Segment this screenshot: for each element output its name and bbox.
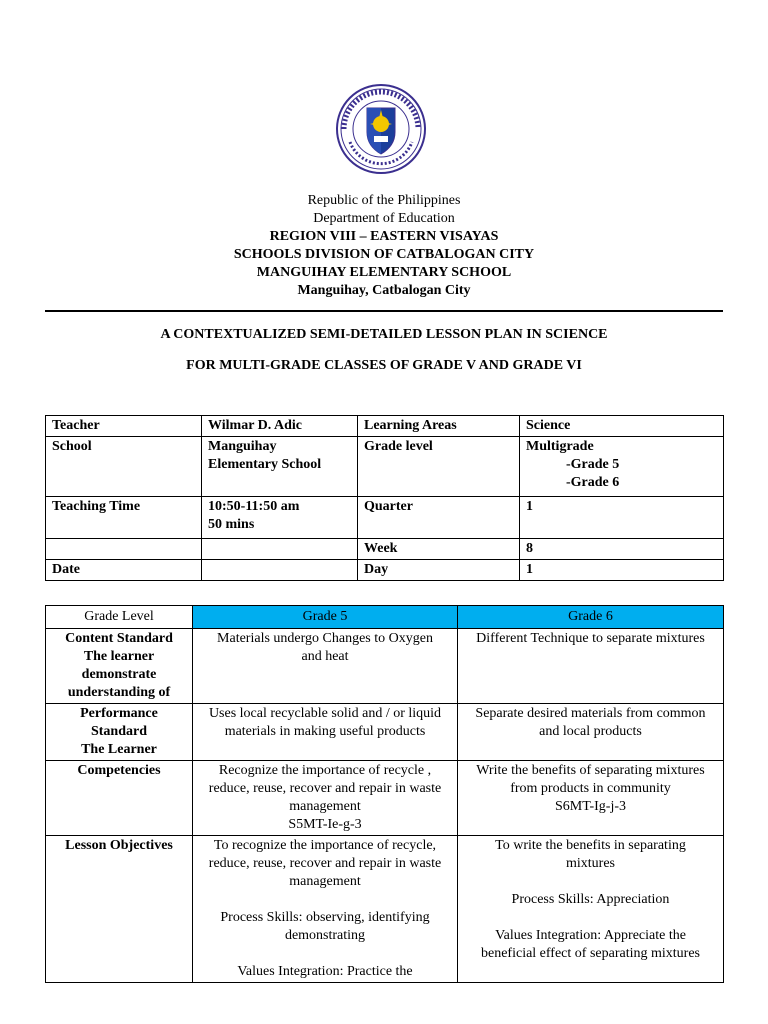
empty-cell bbox=[202, 539, 358, 560]
quarter-value: 1 bbox=[520, 497, 724, 539]
grade-level-value bbox=[520, 437, 724, 497]
header-address: Manguihay, Catbalogan City bbox=[297, 283, 471, 298]
table-row bbox=[46, 629, 724, 704]
week-label: Week bbox=[358, 539, 520, 560]
table-row bbox=[46, 836, 724, 983]
performance-standard-grade6 bbox=[458, 704, 724, 761]
competencies-label: Competencies bbox=[46, 761, 193, 836]
label-line: Performance bbox=[80, 706, 158, 721]
grade-level-main: Multigrade bbox=[526, 439, 594, 454]
content-standard-grade6 bbox=[458, 629, 724, 704]
day-label: Day bbox=[358, 560, 520, 581]
performance-standard-grade5 bbox=[193, 704, 458, 761]
table-row bbox=[46, 497, 724, 539]
table-row bbox=[46, 560, 724, 581]
lesson-plan-subtitle: FOR MULTI-GRADE CLASSES OF GRADE V AND GRADE VI bbox=[186, 358, 582, 373]
content-standard-grade5 bbox=[193, 629, 458, 704]
header-republic: Republic of the Philippines bbox=[307, 193, 461, 208]
performance-standard-label bbox=[46, 704, 193, 761]
deped-seal-logo bbox=[336, 84, 426, 174]
header-division: SCHOOLS DIVISION OF CATBALOGAN CITY bbox=[233, 247, 535, 262]
date-label: Date bbox=[46, 560, 202, 581]
label-line: The learner bbox=[83, 649, 155, 664]
cell-line: mixtures bbox=[566, 856, 615, 871]
cell-line: S6MT-Ig-j-3 bbox=[554, 799, 627, 814]
table-row bbox=[46, 704, 724, 761]
table-header-row bbox=[46, 606, 724, 629]
cell-line: Uses local recyclable solid and / or liquid bbox=[208, 706, 442, 721]
info-table bbox=[45, 415, 724, 581]
teaching-time-line: 50 mins bbox=[208, 517, 255, 532]
cell-line: Materials undergo Changes to Oxygen bbox=[217, 631, 433, 646]
cell-line: Different Technique to separate mixtures bbox=[476, 631, 705, 646]
school-value-line: Manguihay bbox=[208, 439, 277, 454]
grade5-header: Grade 5 bbox=[193, 606, 458, 629]
header-divider bbox=[45, 310, 723, 312]
table-row bbox=[46, 416, 724, 437]
grade-level-sub: -Grade 5 bbox=[566, 457, 620, 472]
table-row bbox=[46, 761, 724, 836]
label-line: understanding of bbox=[67, 685, 171, 700]
lesson-objectives-grade5 bbox=[193, 836, 458, 983]
teacher-label: Teacher bbox=[46, 416, 202, 437]
school-value bbox=[202, 437, 358, 497]
cell-line: Process Skills: Appreciation bbox=[511, 892, 670, 907]
date-value bbox=[202, 560, 358, 581]
cell-line: management bbox=[289, 874, 361, 889]
header-region: REGION VIII – EASTERN VISAYAS bbox=[269, 229, 499, 244]
cell-line: reduce, reuse, recover and repair in waste bbox=[208, 856, 442, 871]
teaching-time-value bbox=[202, 497, 358, 539]
lesson-plan-title: A CONTEXTUALIZED SEMI-DETAILED LESSON PLAN IN SCIENCE bbox=[160, 327, 608, 342]
cell-line: To write the benefits in separating bbox=[495, 838, 686, 853]
cell-line: reduce, reuse, recover and repair in waste bbox=[208, 781, 442, 796]
week-value: 8 bbox=[520, 539, 724, 560]
table-row bbox=[46, 437, 724, 497]
day-value: 1 bbox=[520, 560, 724, 581]
content-standard-label bbox=[46, 629, 193, 704]
grade-level-header: Grade Level bbox=[46, 606, 193, 629]
empty-cell bbox=[46, 539, 202, 560]
table-row bbox=[46, 539, 724, 560]
label-line: Standard bbox=[90, 724, 148, 739]
school-value-line: Elementary School bbox=[208, 457, 322, 472]
cell-line: demonstrating bbox=[284, 928, 366, 943]
cell-line: Values Integration: Practice the bbox=[237, 964, 413, 979]
school-label: School bbox=[46, 437, 202, 497]
grade-level-label: Grade level bbox=[358, 437, 520, 497]
competencies-grade6 bbox=[458, 761, 724, 836]
cell-line: To recognize the importance of recycle, bbox=[213, 838, 437, 853]
cell-line: from products in community bbox=[510, 781, 671, 796]
document-header bbox=[0, 192, 768, 300]
label-line: The Learner bbox=[81, 742, 157, 757]
grade6-header: Grade 6 bbox=[458, 606, 724, 629]
cell-line: S5MT-Ie-g-3 bbox=[288, 817, 362, 832]
teaching-time-label: Teaching Time bbox=[46, 497, 202, 539]
cell-line: Write the benefits of separating mixtures bbox=[476, 763, 705, 778]
cell-line: and local products bbox=[539, 724, 642, 739]
cell-line: Recognize the importance of recycle , bbox=[218, 763, 432, 778]
learning-areas-label: Learning Areas bbox=[358, 416, 520, 437]
label-line: Content Standard bbox=[65, 631, 173, 646]
quarter-label: Quarter bbox=[358, 497, 520, 539]
cell-line: materials in making useful products bbox=[224, 724, 426, 739]
cell-line: beneficial effect of separating mixtures bbox=[481, 946, 700, 961]
cell-line: Values Integration: Appreciate the bbox=[495, 928, 686, 943]
cell-line: Separate desired materials from common bbox=[475, 706, 706, 721]
lesson-objectives-grade6 bbox=[458, 836, 724, 983]
learning-areas-value: Science bbox=[520, 416, 724, 437]
cell-line: Process Skills: observing, identifying bbox=[220, 910, 430, 925]
cell-line: and heat bbox=[301, 649, 349, 664]
grade-level-sub: -Grade 6 bbox=[566, 475, 620, 490]
competencies-grade5 bbox=[193, 761, 458, 836]
header-department: Department of Education bbox=[313, 211, 455, 226]
lesson-plan-table bbox=[45, 605, 724, 983]
teaching-time-line: 10:50-11:50 am bbox=[208, 499, 300, 514]
lesson-objectives-label: Lesson Objectives bbox=[46, 836, 193, 983]
cell-line: management bbox=[289, 799, 361, 814]
label-line: demonstrate bbox=[81, 667, 157, 682]
teacher-value: Wilmar D. Adic bbox=[202, 416, 358, 437]
header-school: MANGUIHAY ELEMENTARY SCHOOL bbox=[256, 265, 512, 280]
